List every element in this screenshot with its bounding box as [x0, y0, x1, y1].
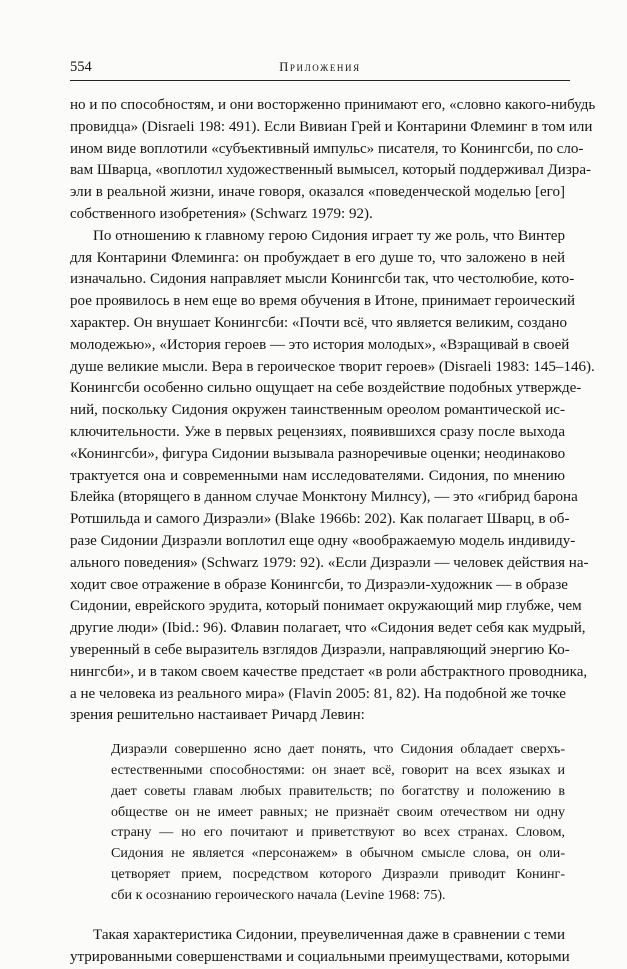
text-line: Сидония не является «персонажем» в обычном смысле слова, он оли-	[111, 845, 565, 862]
text-line: цетворяет прием, посредством которого Дизраэли приводит Конинг-	[111, 865, 565, 882]
text-line: Блейка (вторящего в данном случае Монктону Милнсу), — это «гибрид барона	[70, 489, 578, 506]
text-line: нингсби», и в таком своем качестве предстает «в роли абстрактного проводника,	[70, 663, 588, 680]
text-line: для Контарини Флеминга: он пробуждает в его душе то, что заложено в ней	[70, 249, 565, 266]
spacer	[70, 905, 565, 925]
text-line: ний, поскольку Сидония окружен таинственным ореолом романтической ис-	[70, 402, 565, 419]
text-line: провидца» (Disraeli 198: 491). Если Вивиан Грей и Контарини Флеминг в том или	[70, 118, 593, 135]
block-quote	[111, 739, 565, 905]
text-line: Такая характеристика Сидонии, преувеличенная даже в сравнении с теми	[93, 927, 565, 944]
page-header	[70, 56, 570, 81]
text-line: дает советы главам любых правительств; по богатству и положению в	[111, 782, 565, 799]
text-line: обществе он не имеет равных; не признаёт своим отечеством ни одну	[111, 803, 565, 820]
text-line: утрированными совершенствами и социальными преимуществами, которыми	[70, 949, 570, 966]
text-line: а не человека из реального мира» (Flavin 2005: 81, 82). На подобной же точке	[70, 685, 566, 702]
text-line: молодежью», «История героев — это история молодых», «Взращивай в своей	[70, 336, 570, 353]
text-line: зрения решительно настаивает Ричард Левин:	[70, 707, 365, 724]
text-line: собственного изобретения» (Schwarz 1979: 92).	[70, 205, 373, 222]
text-line: Дизраэли совершенно ясно дает понять, что Сидония обладает сверхъ-	[111, 741, 565, 758]
text-line: Ротшильда и самого Дизраэли» (Blake 1966b: 202). Как полагает Шварц, в об-	[70, 511, 570, 528]
text-line: вам Шварца, «воплотил художественный вымысел, который поддерживал Дизра-	[70, 162, 592, 179]
text-line: душе великие мысли. Вера в героическое творит героев» (Disraeli 1983: 145–146).	[70, 358, 595, 375]
text-line: страну — но его почитают и приветствуют во всех странах. Словом,	[111, 824, 565, 841]
text-line: трактуется она и современными нам исследователями. Сидония, по мнению	[70, 467, 565, 484]
text-line: разе Сидонии Дизраэли воплотил еще одну «воображаемую модель индивиду-	[70, 532, 576, 549]
paragraph-2	[70, 226, 595, 727]
paragraph-3	[70, 925, 570, 969]
running-head: Приложения	[279, 60, 361, 74]
body-text	[70, 95, 596, 969]
text-line: характер. Он внушает Конингсби: «Почти всё, что является великим, создано	[70, 314, 568, 331]
text-line: Конингсби особенно сильно ощущает на себе воздействие подобных утвержде-	[70, 380, 582, 397]
page-number: 554	[70, 59, 92, 75]
text-line: изначально. Сидония направляет мысли Конингсби так, что честолюбие, кото-	[70, 271, 575, 288]
spacer	[70, 727, 565, 739]
text-line: ключительности. Уже в первых рецензиях, появившихся сразу после выхода	[70, 423, 565, 440]
text-line: ином виде воплотили «субъективный импульс» писателя, то Конингсби, по сло-	[70, 140, 584, 157]
text-line: эли в реальной жизни, иначе говоря, оказался «поведенческой моделью [его]	[70, 184, 565, 201]
text-line: сби к осознанию героического начала (Levine 1968: 75).	[111, 886, 446, 903]
paragraph-1	[70, 95, 596, 226]
text-line: естественными способностями: он знает всё, говорит на всех языках и	[111, 761, 565, 778]
text-line: «Конингсби», фигура Сидонии вызывала разноречивые оценки; неодинаково	[70, 445, 566, 462]
text-line: но и по способностям, и они восторженно принимают его, «словно какого-нибудь	[70, 97, 596, 113]
text-line: уверенный в себе выразитель взглядов Дизраэли, направляющий энергию Ко-	[70, 641, 570, 658]
text-line: другие люди» (Ibid.: 96). Флавин полагает, что «Сидония ведет себя как мудрый,	[70, 620, 586, 637]
text-line: ходит свое отражение в образе Конингсби, то Дизраэли-художник — в образе	[70, 576, 568, 593]
text-line: По отношению к главному герою Сидония играет ту же роль, что Винтер	[93, 227, 565, 244]
text-line: Сидонии, еврейского эрудита, который понимает окружающий мир глубже, чем	[70, 598, 582, 615]
text-line: ального поведения» (Schwarz 1979: 92). «Если Дизраэли — человек действия на-	[70, 554, 589, 571]
text-line: рое проявилось в нем еще во время обучения в Итоне, принимает героический	[70, 293, 576, 310]
